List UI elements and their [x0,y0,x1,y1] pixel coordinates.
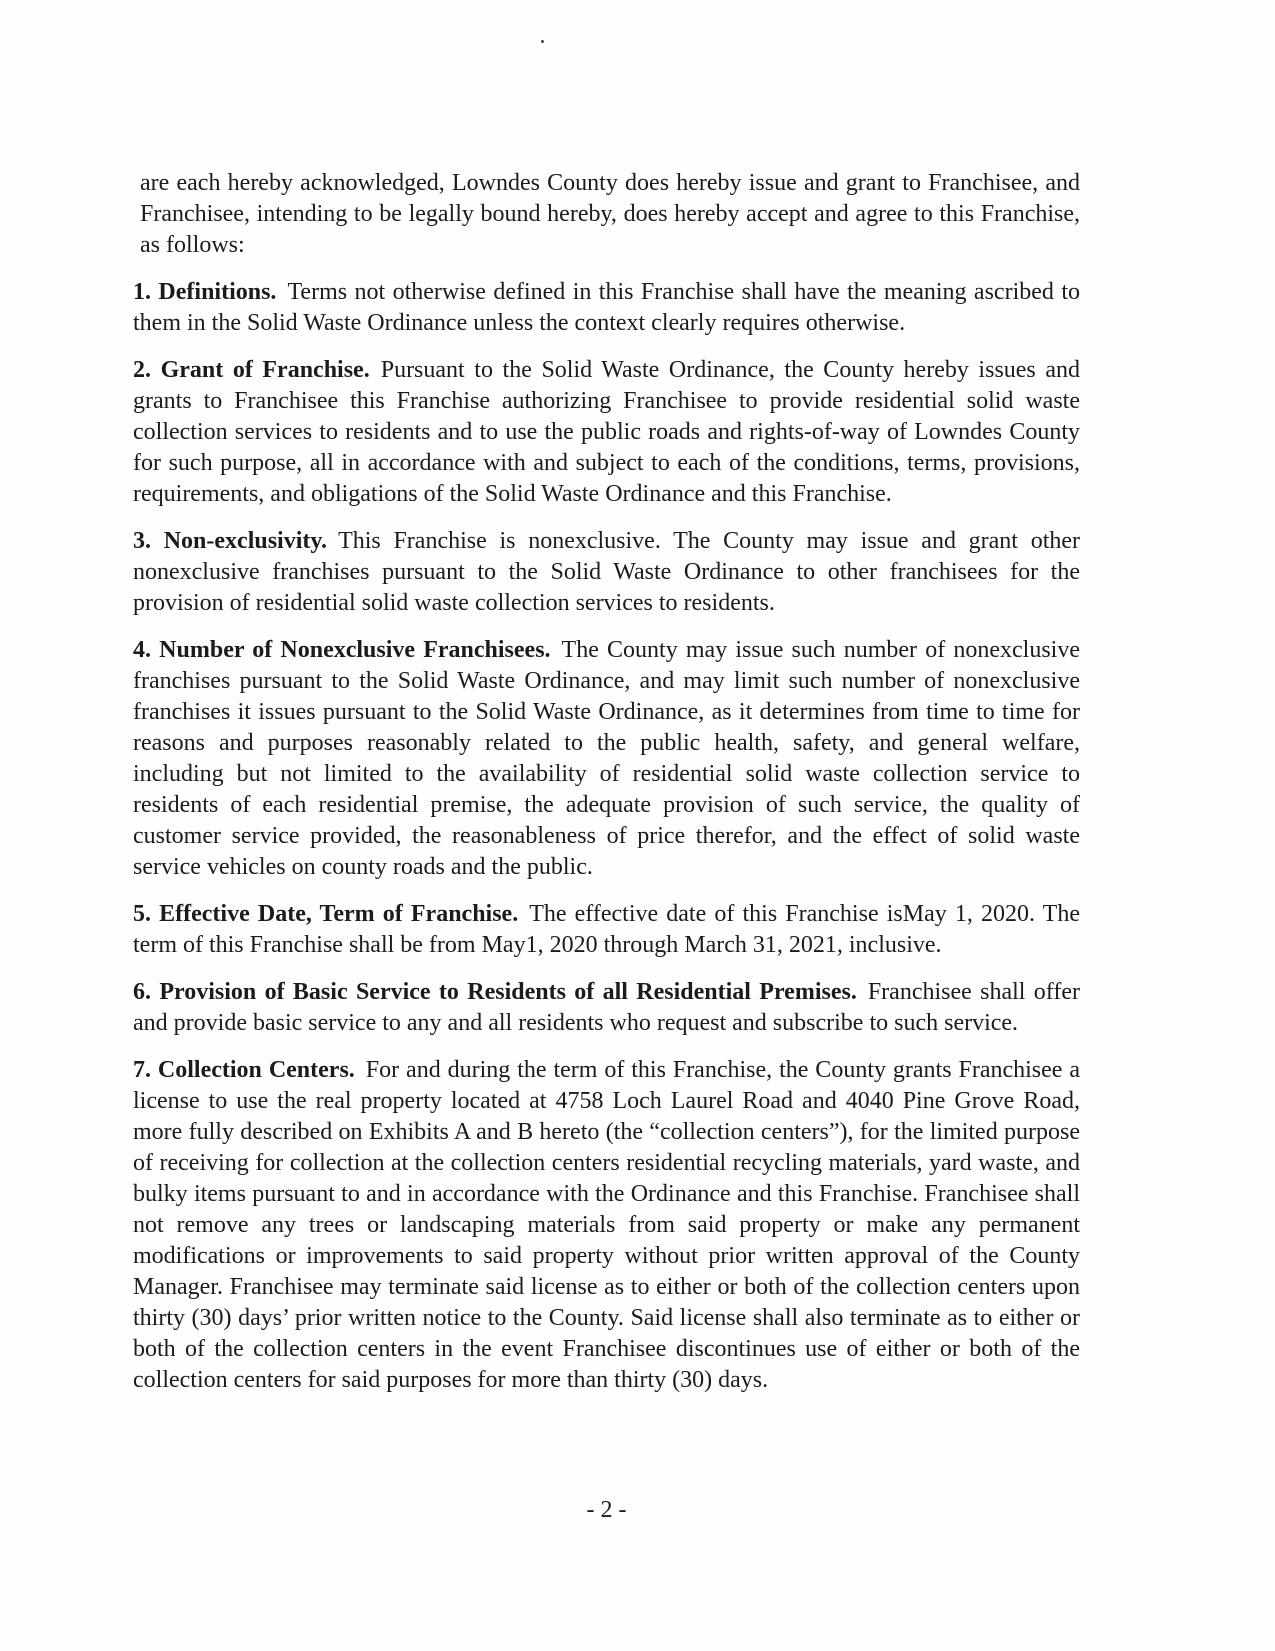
section-paragraph-number-of-franchisees [133,635,1080,883]
section-heading-basic-service: 6. Provision of Basic Service to Residents of all Residential Premises. [133,979,857,1005]
section-paragraph-collection-centers [133,1055,1080,1396]
section-heading-non-exclusivity: 3. Non-exclusivity. [133,528,328,554]
section-paragraph-non-exclusivity [133,526,1080,619]
document-content [133,168,1080,1405]
section-body-number-of-franchisees: The County may issue such number of nonexclusive franchises pursuant to the Solid Waste Ordinance, and may limit such number of nonexclusive franchises it issues pursuant to the Solid Waste Ordinance, as it determines from time to time for reasons and purposes reasonably related to the public health, safety, and general welfare, including but not limited to the availability of residential solid waste collection service to residents of each residential premise, the adequate provision of such service, the quality of customer service provided, the reasonableness of price therefor, and the effect of solid waste service vehicles on county roads and the public. [133,637,1080,880]
section-paragraph-effective-date [133,899,1080,961]
section-paragraph-grant-of-franchise [133,355,1080,510]
section-body-collection-centers: For and during the term of this Franchise, the County grants Franchisee a license to use the real property located at 4758 Loch Laurel Road and 4040 Pine Grove Road, more fully described on Exhibits A and B hereto (the “collection centers”), for the limited purpose of receiving for collection at the collection centers residential recycling materials, yard waste, and bulky items pursuant to and in accordance with the Ordinance and this Franchise. Franchisee shall not remove any trees or landscaping materials from said property or make any permanent modifications or improvements to said property without prior written approval of the County Manager. Franchisee may terminate said license as to either or both of the collection centers upon thirty (30) days’ prior written notice to the County. Said license shall also terminate as to either or both of the collection centers in the event Franchisee discontinues use of either or both of the collection centers for said purposes for more than thirty (30) days. [133,1057,1081,1393]
section-heading-definitions: 1. Definitions. [133,279,277,305]
section-heading-collection-centers: 7. Collection Centers. [133,1057,355,1083]
section-body-effective-date: The effective date of this Franchise isMay 1, 2020. The term of this Franchise shall be from May1, 2020 through March 31, 2021, inclusive. [133,901,1080,958]
section-body-basic-service: Franchisee shall offer and provide basic service to any and all residents who request and subscribe to such service. [133,979,1080,1036]
section-paragraph-definitions [133,277,1080,339]
section-body-definitions: Terms not otherwise defined in this Franchise shall have the meaning ascribed to them in the Solid Waste Ordinance unless the context clearly requires otherwise. [133,279,1080,336]
section-paragraph-basic-service [133,977,1080,1039]
section-heading-number-of-franchisees: 4. Number of Nonexclusive Franchisees. [133,637,551,663]
section-heading-effective-date: 5. Effective Date, Term of Franchise. [133,901,519,927]
section-body-grant-of-franchise: Pursuant to the Solid Waste Ordinance, the County hereby issues and grants to Franchisee this Franchise authorizing Franchisee to provide residential solid waste collection services to residents and to use the public roads and rights-of-way of Lowndes County for such purpose, all in accordance with and subject to each of the conditions, terms, provisions, requirements, and obligations of the Solid Waste Ordinance and this Franchise. [133,357,1081,507]
section-heading-grant-of-franchise: 2. Grant of Franchise. [133,357,370,383]
section-body-non-exclusivity: This Franchise is nonexclusive. The County may issue and grant other nonexclusive franchises pursuant to the Solid Waste Ordinance to other franchisees for the provision of residential solid waste collection services to residents. [133,528,1081,616]
intro-paragraph: are each hereby acknowledged, Lowndes County does hereby issue and grant to Franchisee, and Franchisee, intending to be legally bound hereby, does hereby accept and agree to this Franchise, as follows: [140,170,1080,258]
scan-artifact-dot [541,40,544,43]
page-number: - 2 - [586,1497,627,1523]
